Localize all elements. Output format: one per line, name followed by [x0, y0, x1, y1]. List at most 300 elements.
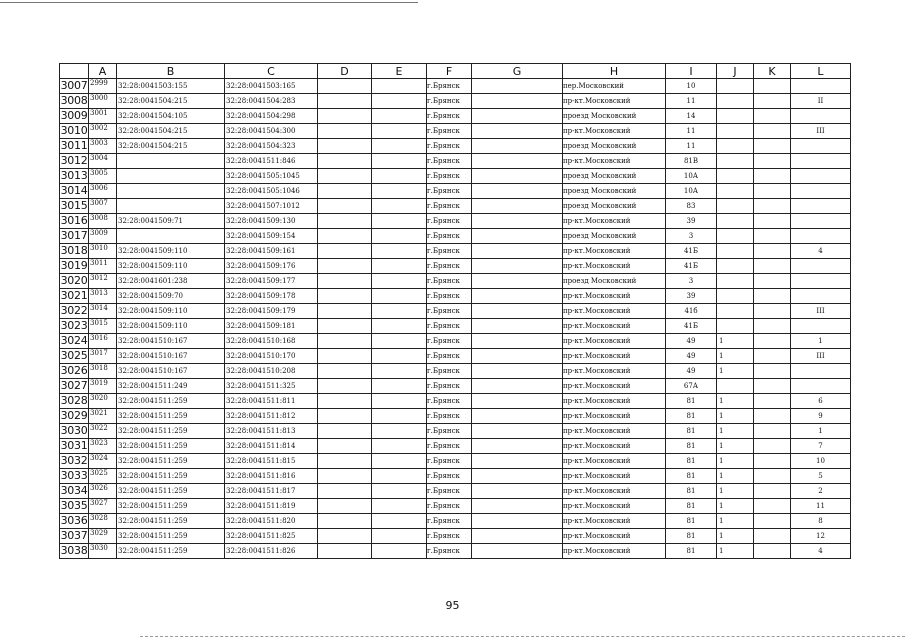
- cell-g: [472, 364, 563, 379]
- cell-b: 32:28:0041504:105: [117, 109, 225, 124]
- cell-i: 49: [666, 364, 717, 379]
- cell-c: 32:28:0041504:300: [225, 124, 318, 139]
- cell-i: 81: [666, 529, 717, 544]
- cell-k: [754, 544, 791, 559]
- cell-f: г.Брянск: [427, 244, 472, 259]
- cell-e: [372, 199, 427, 214]
- cell-d: [318, 319, 372, 334]
- cell-j: [717, 109, 754, 124]
- table-row: [60, 139, 851, 154]
- cell-d: [318, 139, 372, 154]
- table-row: [60, 274, 851, 289]
- cell-b: 32:28:0041511:259: [117, 529, 225, 544]
- cell-g: [472, 469, 563, 484]
- cell-j: [717, 184, 754, 199]
- cell-k: [754, 184, 791, 199]
- cell-l: 7: [791, 439, 851, 454]
- cell-f: г.Брянск: [427, 484, 472, 499]
- cell-g: [472, 499, 563, 514]
- cell-e: [372, 154, 427, 169]
- cell-k: [754, 484, 791, 499]
- cell-i: 81: [666, 514, 717, 529]
- cell-b: 32:28:0041511:249: [117, 379, 225, 394]
- cell-k: [754, 439, 791, 454]
- cell-f: г.Брянск: [427, 154, 472, 169]
- cell-b: 32:28:0041511:259: [117, 514, 225, 529]
- cell-f: г.Брянск: [427, 259, 472, 274]
- cell-b: 32:28:0041510:167: [117, 334, 225, 349]
- cell-d: [318, 169, 372, 184]
- cell-b: [117, 154, 225, 169]
- cell-i: 81: [666, 409, 717, 424]
- row-number: 3017: [60, 229, 88, 242]
- cell-d: [318, 214, 372, 229]
- cell-c: 32:28:0041503:165: [225, 79, 318, 94]
- cell-l: 4: [791, 544, 851, 559]
- cell-h: проезд Московский: [563, 199, 666, 214]
- cell-f: г.Брянск: [427, 304, 472, 319]
- cell-k: [754, 289, 791, 304]
- column-header-f: F: [427, 64, 472, 79]
- cell-d: [318, 364, 372, 379]
- cell-k: [754, 79, 791, 94]
- table-row: [60, 424, 851, 439]
- column-header-b: B: [117, 64, 225, 79]
- cell-f: г.Брянск: [427, 364, 472, 379]
- table-row: [60, 409, 851, 424]
- table-row: [60, 499, 851, 514]
- cell-d: [318, 484, 372, 499]
- cell-a: 3021: [89, 409, 117, 424]
- cell-j: [717, 79, 754, 94]
- row-number: 3007: [60, 79, 88, 92]
- cell-h: пр-кт.Московский: [563, 409, 666, 424]
- corner-cell: [60, 64, 89, 79]
- cell-a: 3018: [89, 364, 117, 379]
- cell-e: [372, 409, 427, 424]
- cell-g: [472, 349, 563, 364]
- cell-b: 32:28:0041504:215: [117, 139, 225, 154]
- cell-k: [754, 229, 791, 244]
- cell-c: 32:28:0041511:813: [225, 424, 318, 439]
- cell-a: 3024: [89, 454, 117, 469]
- cell-c: 32:28:0041511:826: [225, 544, 318, 559]
- cell-g: [472, 439, 563, 454]
- cell-f: г.Брянск: [427, 544, 472, 559]
- cell-j: [717, 379, 754, 394]
- row-number: 3021: [60, 289, 88, 302]
- cell-a: 3010: [89, 244, 117, 259]
- cell-b: 32:28:0041509:71: [117, 214, 225, 229]
- table-row: [60, 379, 851, 394]
- cell-l: 12: [791, 529, 851, 544]
- cell-b: 32:28:0041511:259: [117, 439, 225, 454]
- cell-l: [791, 109, 851, 124]
- cell-j: [717, 244, 754, 259]
- cell-b: 32:28:0041504:215: [117, 124, 225, 139]
- cell-g: [472, 394, 563, 409]
- cell-h: проезд Московский: [563, 139, 666, 154]
- cell-d: [318, 94, 372, 109]
- cell-i: 10: [666, 79, 717, 94]
- row-number: 3037: [60, 529, 88, 542]
- row-number: 3036: [60, 514, 88, 527]
- cell-b: 32:28:0041509:110: [117, 319, 225, 334]
- cell-b: 32:28:0041511:259: [117, 484, 225, 499]
- cell-d: [318, 424, 372, 439]
- cell-b: 32:28:0041509:70: [117, 289, 225, 304]
- cell-j: 1: [717, 529, 754, 544]
- row-number: 3033: [60, 469, 88, 482]
- cell-k: [754, 199, 791, 214]
- cell-g: [472, 154, 563, 169]
- column-header-c: C: [225, 64, 318, 79]
- cell-d: [318, 124, 372, 139]
- cell-k: [754, 394, 791, 409]
- cell-e: [372, 214, 427, 229]
- cell-c: 32:28:0041511:817: [225, 484, 318, 499]
- table-row: [60, 319, 851, 334]
- cell-h: проезд Московский: [563, 229, 666, 244]
- cell-h: пр-кт.Московский: [563, 439, 666, 454]
- page-bottom-rule: [140, 636, 905, 637]
- table-row: [60, 199, 851, 214]
- spreadsheet-table: [59, 63, 851, 559]
- cell-g: [472, 274, 563, 289]
- cell-d: [318, 199, 372, 214]
- cell-b: 32:28:0041510:167: [117, 364, 225, 379]
- cell-k: [754, 409, 791, 424]
- cell-b: 32:28:0041511:259: [117, 469, 225, 484]
- cell-i: 3: [666, 229, 717, 244]
- row-number: 3013: [60, 169, 88, 182]
- cell-h: проезд Московский: [563, 109, 666, 124]
- cell-c: 32:28:0041511:825: [225, 529, 318, 544]
- cell-e: [372, 499, 427, 514]
- cell-a: 3007: [89, 199, 117, 214]
- cell-i: 81: [666, 439, 717, 454]
- table-row: [60, 334, 851, 349]
- cell-i: 41Б: [666, 319, 717, 334]
- cell-d: [318, 334, 372, 349]
- cell-l: [791, 274, 851, 289]
- cell-a: 3023: [89, 439, 117, 454]
- cell-c: 32:28:0041509:181: [225, 319, 318, 334]
- cell-f: г.Брянск: [427, 274, 472, 289]
- cell-c: 32:28:0041511:815: [225, 454, 318, 469]
- cell-f: г.Брянск: [427, 424, 472, 439]
- cell-d: [318, 304, 372, 319]
- cell-i: 41Б: [666, 244, 717, 259]
- cell-f: г.Брянск: [427, 499, 472, 514]
- table-body: [60, 79, 851, 559]
- cell-i: 49: [666, 334, 717, 349]
- cell-d: [318, 439, 372, 454]
- cell-j: [717, 304, 754, 319]
- table-row: [60, 529, 851, 544]
- cell-h: пер.Московский: [563, 79, 666, 94]
- cell-c: 32:28:0041509:177: [225, 274, 318, 289]
- cell-a: 3009: [89, 229, 117, 244]
- cell-d: [318, 229, 372, 244]
- cell-l: 8: [791, 514, 851, 529]
- cell-h: пр-кт.Московский: [563, 394, 666, 409]
- cell-l: III: [791, 304, 851, 319]
- row-number: 3026: [60, 364, 88, 377]
- cell-f: г.Брянск: [427, 454, 472, 469]
- cell-a: 3000: [89, 94, 117, 109]
- cell-a: 3002: [89, 124, 117, 139]
- cell-c: 32:28:0041510:208: [225, 364, 318, 379]
- table-row: [60, 544, 851, 559]
- cell-j: [717, 274, 754, 289]
- cell-h: пр-кт.Московский: [563, 214, 666, 229]
- cell-f: г.Брянск: [427, 334, 472, 349]
- row-number: 3020: [60, 274, 88, 287]
- cell-e: [372, 304, 427, 319]
- cell-k: [754, 529, 791, 544]
- cell-a: 3025: [89, 469, 117, 484]
- row-number: 3010: [60, 124, 88, 137]
- cell-k: [754, 514, 791, 529]
- cell-h: пр-кт.Московский: [563, 319, 666, 334]
- column-header-row: [60, 64, 851, 79]
- cell-e: [372, 229, 427, 244]
- cell-k: [754, 379, 791, 394]
- cell-h: пр-кт.Московский: [563, 334, 666, 349]
- cell-d: [318, 154, 372, 169]
- cell-l: III: [791, 124, 851, 139]
- cell-j: 1: [717, 454, 754, 469]
- cell-j: [717, 139, 754, 154]
- cell-d: [318, 109, 372, 124]
- cell-i: 81: [666, 394, 717, 409]
- cell-j: [717, 94, 754, 109]
- cell-j: [717, 289, 754, 304]
- cell-a: 3011: [89, 259, 117, 274]
- cell-h: пр-кт.Московский: [563, 154, 666, 169]
- cell-e: [372, 274, 427, 289]
- cell-g: [472, 529, 563, 544]
- cell-a: 3012: [89, 274, 117, 289]
- cell-g: [472, 514, 563, 529]
- cell-j: [717, 214, 754, 229]
- cell-j: [717, 154, 754, 169]
- cell-h: проезд Московский: [563, 169, 666, 184]
- table-row: [60, 484, 851, 499]
- row-number: 3031: [60, 439, 88, 452]
- cell-k: [754, 274, 791, 289]
- cell-k: [754, 334, 791, 349]
- cell-d: [318, 289, 372, 304]
- cell-c: 32:28:0041511:814: [225, 439, 318, 454]
- cell-d: [318, 79, 372, 94]
- cell-j: [717, 319, 754, 334]
- cell-k: [754, 259, 791, 274]
- row-number: 3022: [60, 304, 88, 317]
- cell-c: 32:28:0041511:812: [225, 409, 318, 424]
- cell-g: [472, 304, 563, 319]
- cell-l: [791, 154, 851, 169]
- cell-c: 32:28:0041511:819: [225, 499, 318, 514]
- cell-k: [754, 364, 791, 379]
- cell-g: [472, 289, 563, 304]
- cell-d: [318, 469, 372, 484]
- cell-c: 32:28:0041511:846: [225, 154, 318, 169]
- cell-f: г.Брянск: [427, 394, 472, 409]
- cell-l: 10: [791, 454, 851, 469]
- cell-a: 3005: [89, 169, 117, 184]
- cell-l: II: [791, 94, 851, 109]
- cell-c: 32:28:0041504:283: [225, 94, 318, 109]
- cell-l: [791, 184, 851, 199]
- cell-k: [754, 139, 791, 154]
- cell-e: [372, 349, 427, 364]
- row-number: 3038: [60, 544, 88, 557]
- cell-l: [791, 319, 851, 334]
- cell-e: [372, 334, 427, 349]
- cell-k: [754, 244, 791, 259]
- cell-c: 32:28:0041509:161: [225, 244, 318, 259]
- cell-a: 3017: [89, 349, 117, 364]
- cell-k: [754, 499, 791, 514]
- table-row: [60, 124, 851, 139]
- cell-l: 9: [791, 409, 851, 424]
- cell-i: 81: [666, 499, 717, 514]
- cell-d: [318, 544, 372, 559]
- cell-j: [717, 259, 754, 274]
- cell-g: [472, 379, 563, 394]
- cell-h: проезд Московский: [563, 184, 666, 199]
- row-number: 3035: [60, 499, 88, 512]
- cell-l: 4: [791, 244, 851, 259]
- cell-i: 81: [666, 424, 717, 439]
- cell-h: пр-кт.Московский: [563, 379, 666, 394]
- column-header-g: G: [472, 64, 563, 79]
- row-number: 3024: [60, 334, 88, 347]
- cell-a: 3001: [89, 109, 117, 124]
- column-header-d: D: [318, 64, 372, 79]
- cell-f: г.Брянск: [427, 169, 472, 184]
- cell-b: 32:28:0041601:238: [117, 274, 225, 289]
- cell-c: 32:28:0041505:1045: [225, 169, 318, 184]
- cell-i: 3: [666, 274, 717, 289]
- cell-b: 32:28:0041509:110: [117, 304, 225, 319]
- cell-l: 6: [791, 394, 851, 409]
- table-row: [60, 259, 851, 274]
- cell-e: [372, 394, 427, 409]
- cell-d: [318, 409, 372, 424]
- cell-c: 32:28:0041509:130: [225, 214, 318, 229]
- cell-a: 3004: [89, 154, 117, 169]
- cell-j: 1: [717, 484, 754, 499]
- cell-b: 32:28:0041511:259: [117, 409, 225, 424]
- cell-c: 32:28:0041505:1046: [225, 184, 318, 199]
- cell-a: 2999: [89, 79, 117, 94]
- cell-a: 3030: [89, 544, 117, 559]
- row-number: 3011: [60, 139, 88, 152]
- table-row: [60, 349, 851, 364]
- cell-d: [318, 454, 372, 469]
- cell-a: 3026: [89, 484, 117, 499]
- cell-l: [791, 364, 851, 379]
- row-number: 3015: [60, 199, 88, 212]
- cell-d: [318, 379, 372, 394]
- cell-e: [372, 184, 427, 199]
- cell-j: 1: [717, 334, 754, 349]
- cell-k: [754, 469, 791, 484]
- cell-b: [117, 199, 225, 214]
- cell-f: г.Брянск: [427, 214, 472, 229]
- cell-b: 32:28:0041511:259: [117, 424, 225, 439]
- row-number: 3028: [60, 394, 88, 407]
- cell-h: пр-кт.Московский: [563, 514, 666, 529]
- cell-e: [372, 544, 427, 559]
- cell-a: 3008: [89, 214, 117, 229]
- cell-f: г.Брянск: [427, 94, 472, 109]
- cell-g: [472, 124, 563, 139]
- cell-a: 3013: [89, 289, 117, 304]
- cell-l: III: [791, 349, 851, 364]
- cell-g: [472, 229, 563, 244]
- cell-i: 10А: [666, 169, 717, 184]
- cell-g: [472, 424, 563, 439]
- cell-i: 41б: [666, 304, 717, 319]
- cell-c: 32:28:0041511:816: [225, 469, 318, 484]
- cell-g: [472, 244, 563, 259]
- cell-b: 32:28:0041511:259: [117, 454, 225, 469]
- cell-b: 32:28:0041511:259: [117, 499, 225, 514]
- cell-i: 14: [666, 109, 717, 124]
- table-row: [60, 394, 851, 409]
- cell-i: 11: [666, 139, 717, 154]
- cell-a: 3003: [89, 139, 117, 154]
- row-number: 3009: [60, 109, 88, 122]
- cell-c: 32:28:0041509:178: [225, 289, 318, 304]
- cell-g: [472, 79, 563, 94]
- cell-e: [372, 169, 427, 184]
- cell-j: 1: [717, 544, 754, 559]
- table-row: [60, 79, 851, 94]
- row-number: 3018: [60, 244, 88, 257]
- cell-l: [791, 289, 851, 304]
- cell-d: [318, 514, 372, 529]
- table-row: [60, 469, 851, 484]
- cell-j: [717, 124, 754, 139]
- cell-l: [791, 199, 851, 214]
- cell-c: 32:28:0041511:325: [225, 379, 318, 394]
- cell-j: 1: [717, 349, 754, 364]
- cell-j: 1: [717, 469, 754, 484]
- cell-k: [754, 169, 791, 184]
- cell-k: [754, 319, 791, 334]
- cell-b: 32:28:0041511:259: [117, 544, 225, 559]
- cell-d: [318, 259, 372, 274]
- cell-k: [754, 154, 791, 169]
- cell-f: г.Брянск: [427, 139, 472, 154]
- cell-k: [754, 424, 791, 439]
- cell-e: [372, 364, 427, 379]
- cell-i: 49: [666, 349, 717, 364]
- cell-f: г.Брянск: [427, 229, 472, 244]
- cell-e: [372, 139, 427, 154]
- cell-h: проезд Московский: [563, 274, 666, 289]
- table-row: [60, 244, 851, 259]
- cell-l: 2: [791, 484, 851, 499]
- cell-h: пр-кт.Московский: [563, 304, 666, 319]
- table-row: [60, 514, 851, 529]
- cell-h: пр-кт.Московский: [563, 424, 666, 439]
